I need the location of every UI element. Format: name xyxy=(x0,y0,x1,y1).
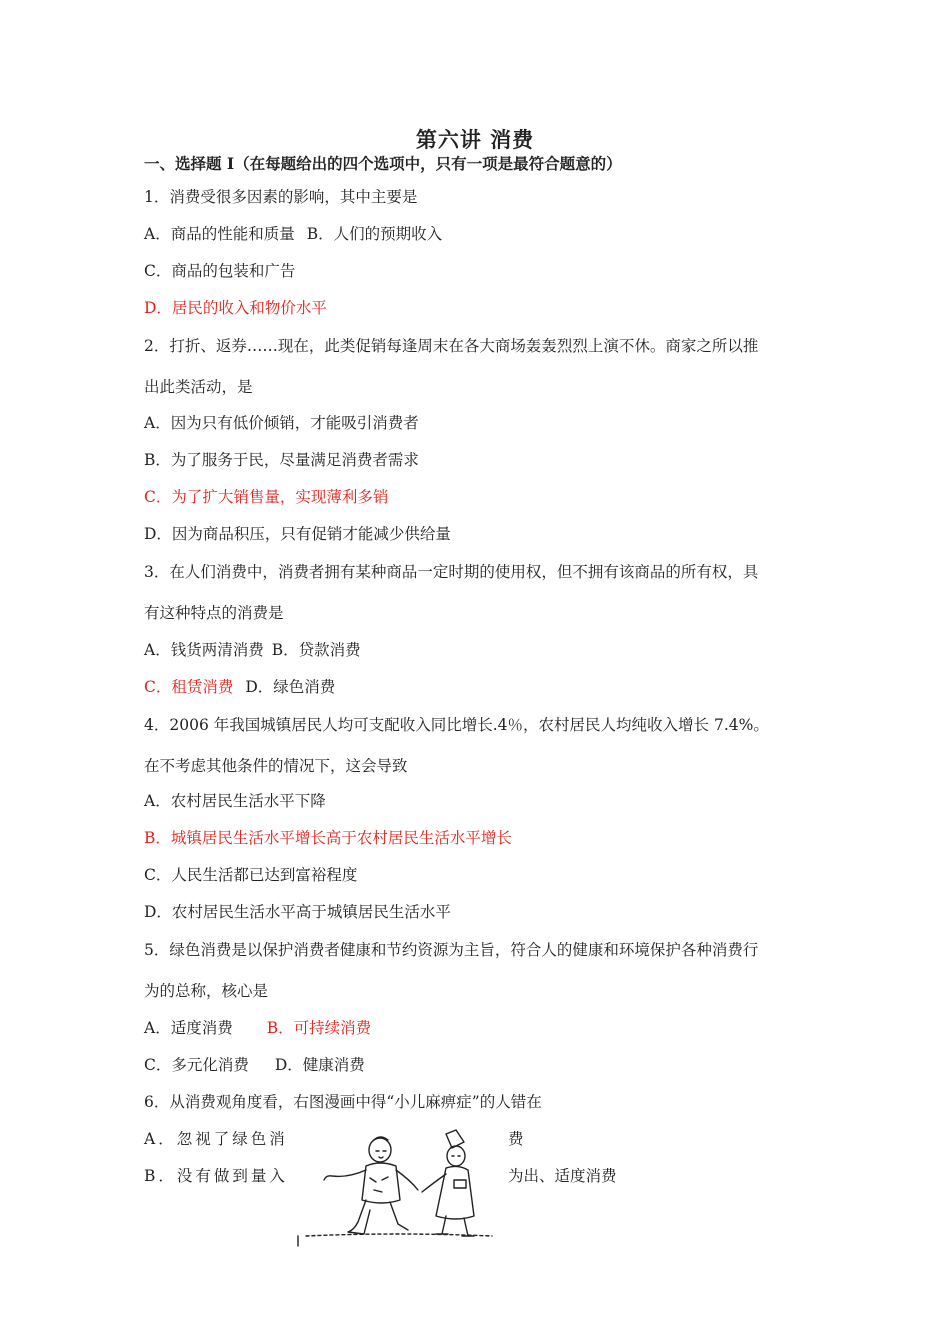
question-3-options-ab xyxy=(144,640,361,660)
question-4-stem-line1: 4．2006 年我国城镇居民人均可支配收入同比增长.4％，农村居民人均纯收入增长 7.4%。 xyxy=(144,716,769,734)
option-b: B．人们的预期收入 xyxy=(306,225,443,243)
question-1-options-ab xyxy=(144,224,442,244)
question-2-option-c-answer: C．为了扩大销售量，实现薄利多销 xyxy=(144,488,389,506)
question-2-option-b: B．为了服务于民，尽量满足消费者需求 xyxy=(144,451,419,469)
question-1-stem: 1．消费受很多因素的影响，其中主要是 xyxy=(144,188,418,206)
question-2-stem-line1: 2．打折、返券……现在，此类促销每逢周末在各大商场轰轰烈烈上演不休。商家之所以推 xyxy=(144,337,759,355)
question-6-stem: 6．从消费观角度看，右图漫画中得“小儿麻痹症”的人错在 xyxy=(144,1093,542,1111)
question-5-stem-line1: 5．绿色消费是以保护消费者健康和节约资源为主旨，符合人的健康和环境保护各种消费行 xyxy=(144,941,759,959)
question-1-option-d-answer: D．居民的收入和物价水平 xyxy=(144,299,327,317)
option-b-answer: B．可持续消费 xyxy=(266,1019,372,1037)
option-a: A．商品的性能和质量 xyxy=(144,225,295,243)
question-4-option-b-answer: B．城镇居民生活水平增长高于农村居民生活水平增长 xyxy=(144,829,512,847)
option-c-answer: C．租赁消费 xyxy=(144,678,234,696)
question-2-option-a: A．因为只有低价倾销，才能吸引消费者 xyxy=(144,414,419,432)
option-d: D．绿色消费 xyxy=(245,678,336,696)
question-4-option-c: C．人民生活都已达到富裕程度 xyxy=(144,866,358,884)
page-title: 第六讲 消费 xyxy=(415,127,535,152)
question-4-option-a: A．农村居民生活水平下降 xyxy=(144,792,326,810)
option-b: B．贷款消费 xyxy=(271,641,361,659)
option-a: A．钱货两清消费 xyxy=(144,641,264,659)
question-2-stem-line2: 出此类活动，是 xyxy=(144,378,253,396)
question-4-option-d: D．农村居民生活水平高于城镇居民生活水平 xyxy=(144,903,451,921)
question-6-option-a-right: 费 xyxy=(508,1130,524,1148)
question-5-options-ab xyxy=(144,1018,371,1038)
cartoon-illustration xyxy=(296,1120,502,1250)
question-6-option-b-right: 为出、适度消费 xyxy=(508,1167,617,1185)
question-6-option-a-left: A．忽视了绿色消 xyxy=(144,1130,288,1148)
question-5-stem-line2: 为的总称，核心是 xyxy=(144,982,269,1000)
question-2-option-d: D．因为商品积压，只有促销才能减少供给量 xyxy=(144,525,451,543)
question-4-stem-line2: 在不考虑其他条件的情况下，这会导致 xyxy=(144,757,408,775)
question-5-options-cd xyxy=(144,1055,365,1075)
option-d: D．健康消费 xyxy=(274,1056,365,1074)
question-3-stem-line1: 3．在人们消费中，消费者拥有某种商品一定时期的使用权，但不拥有该商品的所有权，具 xyxy=(144,563,759,581)
option-c: C．多元化消费 xyxy=(144,1056,249,1074)
question-6-option-b-left: B．没有做到量入 xyxy=(144,1167,288,1185)
question-3-options-cd xyxy=(144,677,335,697)
option-a: A．适度消费 xyxy=(144,1019,233,1037)
question-1-option-c: C．商品的包装和广告 xyxy=(144,262,296,280)
section-heading: 一、选择题 I（在每题给出的四个选项中，只有一项是最符合题意的） xyxy=(144,154,622,173)
question-3-stem-line2: 有这种特点的消费是 xyxy=(144,604,284,622)
